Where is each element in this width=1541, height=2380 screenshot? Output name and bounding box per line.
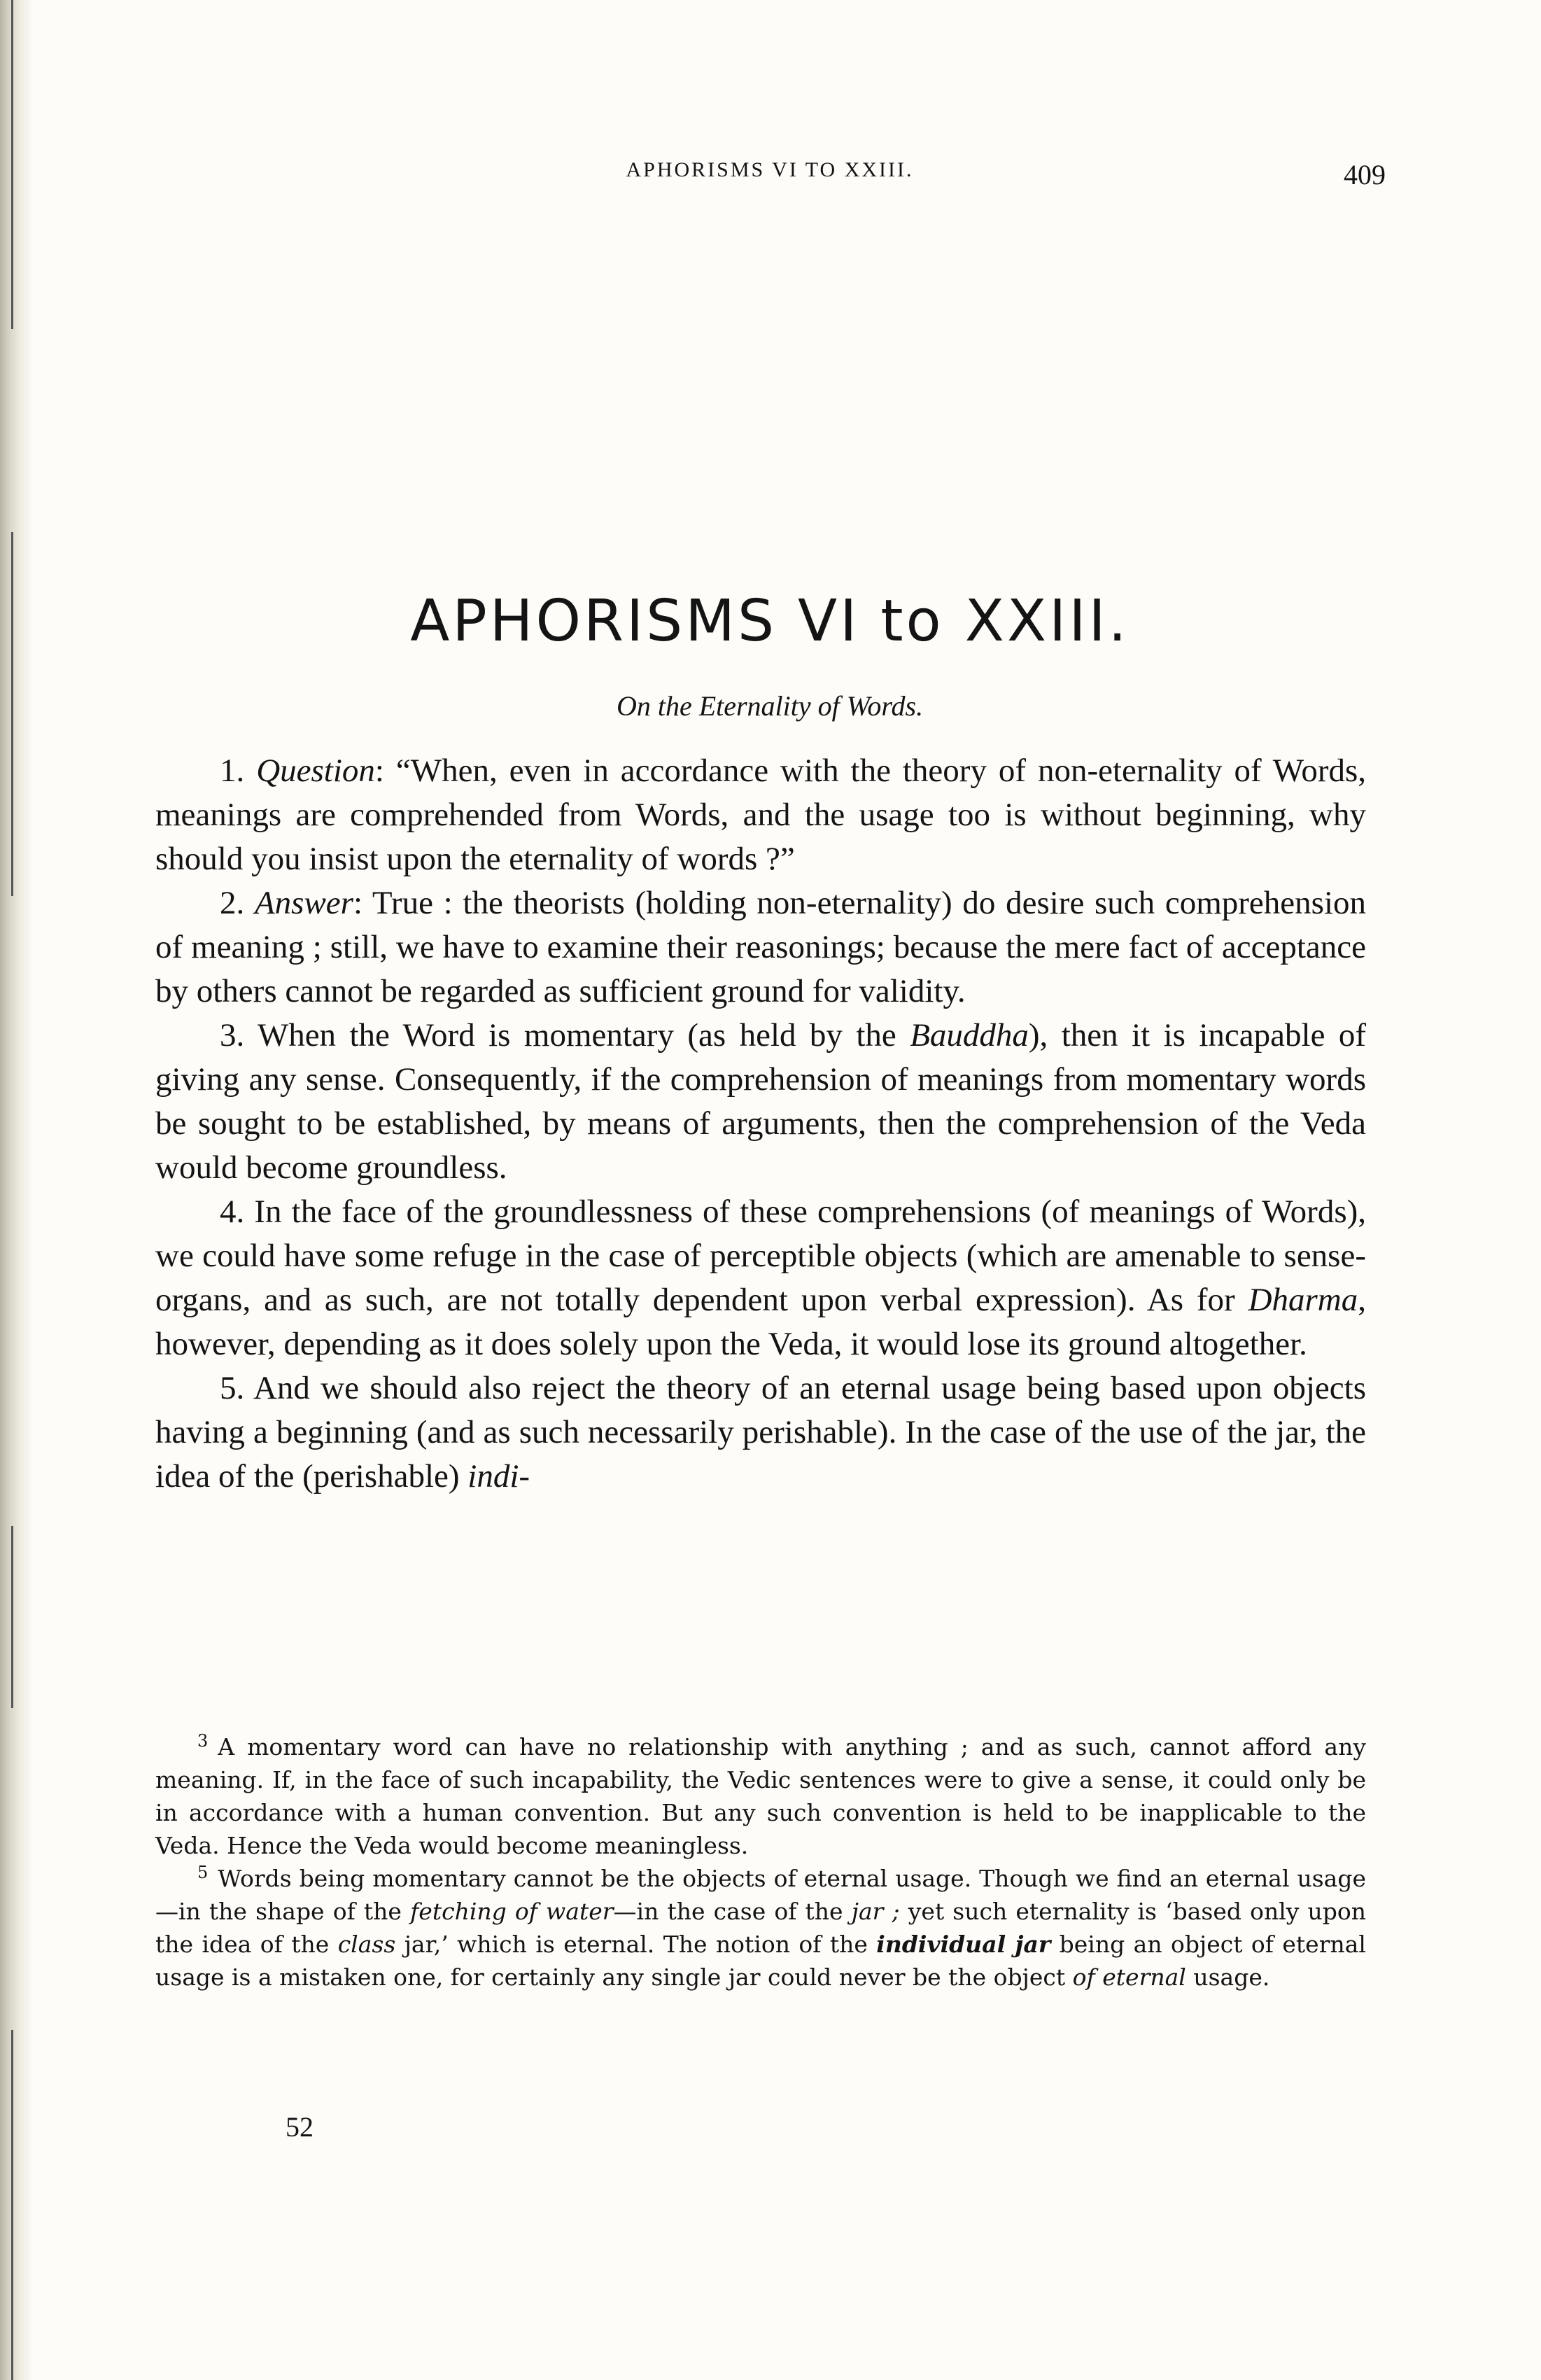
paragraph-number: 3. <box>220 1017 245 1054</box>
footnote-text: A momentary word can have no relationship with anything ; and as such, cannot afford any meaning. If, in the face of such incapability, the Vedic sentences were to give a sense, it could only be in accordance with a human convention. But any such convention is held to be inapplicable to the Veda. Hence the Veda would become meaningless. <box>155 1733 1366 1859</box>
italic-term: jar ; <box>851 1898 900 1925</box>
paragraph-text: , however, depending as it does solely upon the Veda, it would lose its ground altogether. <box>155 1282 1366 1362</box>
footnote-text: jar,’ which is eternal. The notion of the <box>404 1931 868 1958</box>
italic-term: Dharma <box>1248 1282 1358 1318</box>
paragraph-5 <box>155 1366 1366 1499</box>
label-colon: : <box>374 752 384 789</box>
paragraph-2 <box>155 881 1366 1014</box>
running-head-title: APHORISMS VI TO XXIII. <box>626 158 914 181</box>
chapter-title: APHORISMS VI to XXIII. <box>410 588 1130 654</box>
paragraph-number: 4. <box>220 1194 245 1230</box>
page-number: 409 <box>1344 159 1386 190</box>
footnote-5 <box>155 1862 1366 1994</box>
paragraph-text: ), then it is incapable of giving any sense. Consequently, if the comprehension of meanings from momentary words be sought to be established, by means of arguments, then the comprehension of the Veda would become groundless. <box>155 1017 1367 1186</box>
footnote-text: —in the case of the <box>613 1898 843 1925</box>
footnotes <box>155 1730 1366 1994</box>
italic-term: indi- <box>467 1458 530 1494</box>
paragraph-1 <box>155 749 1366 881</box>
italic-term: class <box>337 1931 396 1958</box>
footnote-text: Words being momentary cannot be the objects of eternal usage. Though we find an eternal usage—in the shape of the <box>155 1865 1366 1925</box>
paragraph-number: 2. <box>220 885 245 921</box>
binding-line <box>11 2030 13 2380</box>
footnote-text: usage. <box>1193 1963 1270 1991</box>
footnote-text: being an object of eternal usage is a mistaken one, for certainly any single jar could never be the object <box>155 1931 1366 1991</box>
paragraph-text: “When, even in accordance with the theory of non-eternality of Words, meanings are comprehended from Words, and the usage too is without beginning, why should you insist upon the eternality of words ?” <box>155 752 1367 877</box>
signature-mark: 52 <box>286 2111 314 2143</box>
footnote-3 <box>155 1730 1366 1862</box>
paragraph-label: Answer <box>254 885 353 921</box>
italic-term: of eternal <box>1072 1963 1186 1991</box>
running-head <box>154 158 1386 193</box>
paragraph-text: When the Word is momentary (as held by the <box>257 1017 896 1054</box>
binding-line <box>11 1526 13 1708</box>
binding-line <box>11 0 13 329</box>
italic-term: fetching of water <box>410 1898 614 1925</box>
italic-term: individual jar <box>876 1931 1051 1958</box>
paragraph-number: 5. <box>220 1370 245 1406</box>
paragraph-4 <box>155 1190 1366 1366</box>
binding-line <box>11 532 13 896</box>
chapter-subtitle: On the Eternality of Words. <box>616 690 924 722</box>
label-colon: : <box>353 885 363 921</box>
italic-term: Bauddha <box>910 1017 1029 1054</box>
body-text <box>155 749 1366 1499</box>
paragraph-label: Question <box>256 752 375 789</box>
paragraph-3 <box>155 1014 1366 1190</box>
paragraph-text: In the face of the groundlessness of these comprehensions (of meanings of Words), we could have some refuge in the case of perceptible objects (which are amenable to sense-organs, and as such, are not totally dependent upon verbal expression). As for <box>155 1194 1367 1318</box>
paragraph-number: 1. <box>220 752 245 789</box>
footnote-marker: 5 <box>197 1863 209 1882</box>
paragraph-text: And we should also reject the theory of an eternal usage being based upon objects having a beginning (and as such necessarily perishable). In the case of the use of the jar, the idea of the (perishable) <box>155 1370 1366 1494</box>
footnote-text: yet such eternality is ‘based only upon the idea of the <box>155 1898 1367 1958</box>
page-edge-shadow <box>0 0 34 2380</box>
paragraph-text: True : the theorists (holding non-eternality) do desire such comprehension of meaning ; still, we have to examine their reasonings; because the mere fact of acceptance by others cannot be regarded as sufficient ground for validity. <box>155 885 1367 1009</box>
footnote-marker: 3 <box>197 1731 209 1751</box>
